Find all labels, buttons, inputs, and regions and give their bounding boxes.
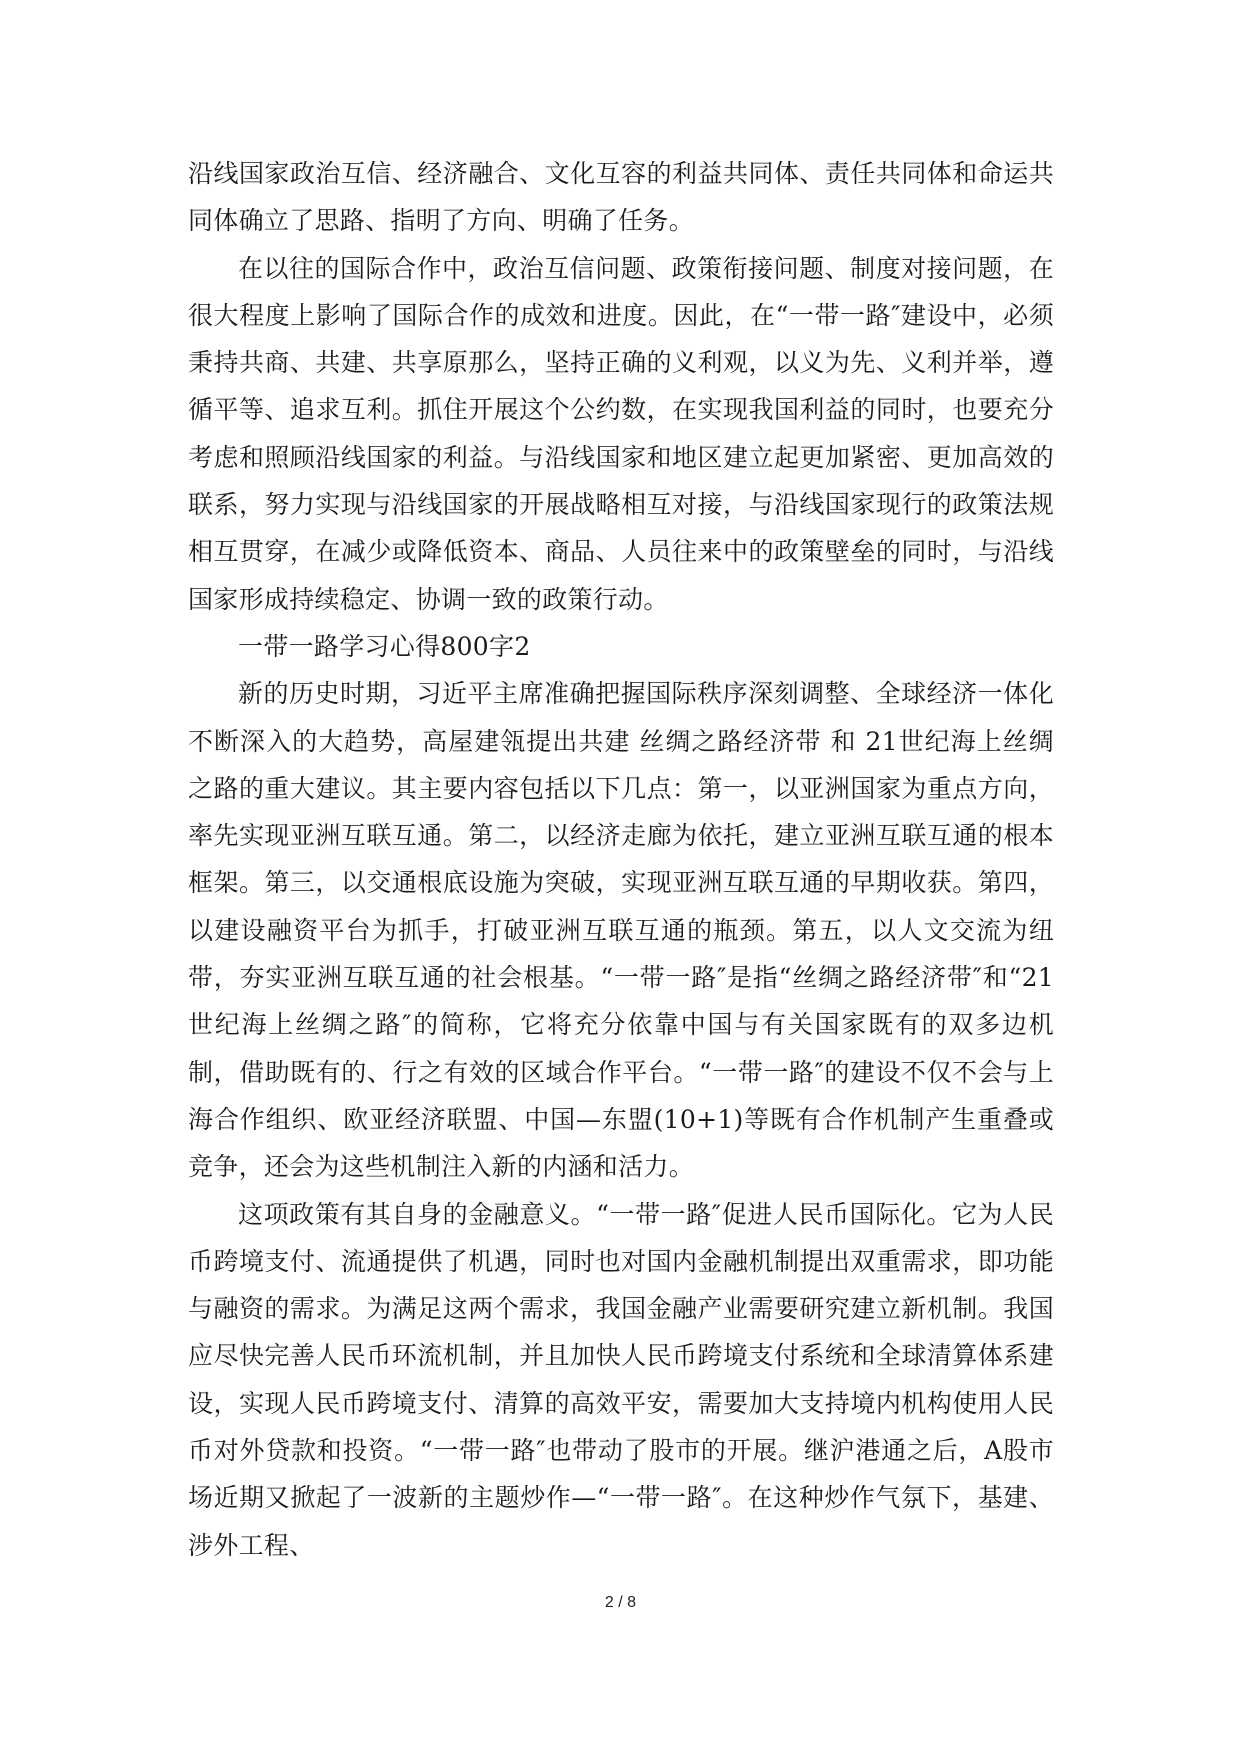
section-heading: 一带一路学习心得800字2 <box>238 631 531 661</box>
document-page <box>188 150 1054 1569</box>
page-number: 2 / 8 <box>604 1594 637 1611</box>
paragraph-1: 沿线国家政治互信、经济融合、文化互容的利益共同体、责任共同体和命运共同体确立了思路、指明了方向、明确了任务。 <box>188 159 1054 236</box>
paragraph-2: 在以往的国际合作中，政治互信问题、政策衔接问题、制度对接问题，在很大程度上影响了国际合作的成效和进度。因此，在“一带一路″建设中，必须秉持共商、共建、共享原那么，坚持正确的义利观，以义为先、义利并举，遵循平等、追求互利。抓住开展这个公约数，在实现我国利益的同时，也要充分考虑和照顾沿线国家的利益。与沿线国家和地区建立起更加紧密、更加高效的联系，努力实现与沿线国家的开展战略相互对接，与沿线国家现行的政策法规相互贯穿，在减少或降低资本、商品、人员往来中的政策壁垒的同时，与沿线国家形成持续稳定、协调一致的政策行动。 <box>188 253 1054 614</box>
paragraph-3: 新的历史时期，习近平主席准确把握国际秩序深刻调整、全球经济一体化不断深入的大趋势，高屋建瓴提出共建 丝绸之路经济带 和 21世纪海上丝绸之路的重大建议。其主要内容包括以下几点：第一，以亚洲国家为重点方向，率先实现亚洲互联互通。第二，以经济走廊为依托，建立亚洲互联互通的根本框架。第三，以交通根底设施为突破，实现亚洲互联互通的早期收获。第四，以建设融资平台为抓手，打破亚洲互联互通的瓶颈。第五，以人文交流为纽带，夯实亚洲互联互通的社会根基。“一带一路″是指“丝绸之路经济带″和“21世纪海上丝绸之路″的简称，它将充分依靠中国与有关国家既有的双多边机制，借助既有的、行之有效的区域合作平台。“一带一路″的建设不仅不会与上海合作组织、欧亚经济联盟、中国—东盟(10+1)等既有合作机制产生重叠或竞争，还会为这些机制注入新的内涵和活力。 <box>188 679 1054 1182</box>
paragraph-4: 这项政策有其自身的金融意义。“一带一路″促进人民币国际化。它为人民币跨境支付、流通提供了机遇，同时也对国内金融机制提出双重需求，即功能与融资的需求。为满足这两个需求，我国金融产业需要研究建立新机制。我国应尽快完善人民币环流机制，并且加快人民币跨境支付系统和全球清算体系建设，实现人民币跨境支付、清算的高效平安，需要加大支持境内机构使用人民币对外贷款和投资。“一带一路″也带动了股市的开展。继沪港通之后，A股市场近期又掀起了一波新的主题炒作—“一带一路″。在这种炒作气氛下，基建、涉外工程、 <box>188 1199 1054 1560</box>
